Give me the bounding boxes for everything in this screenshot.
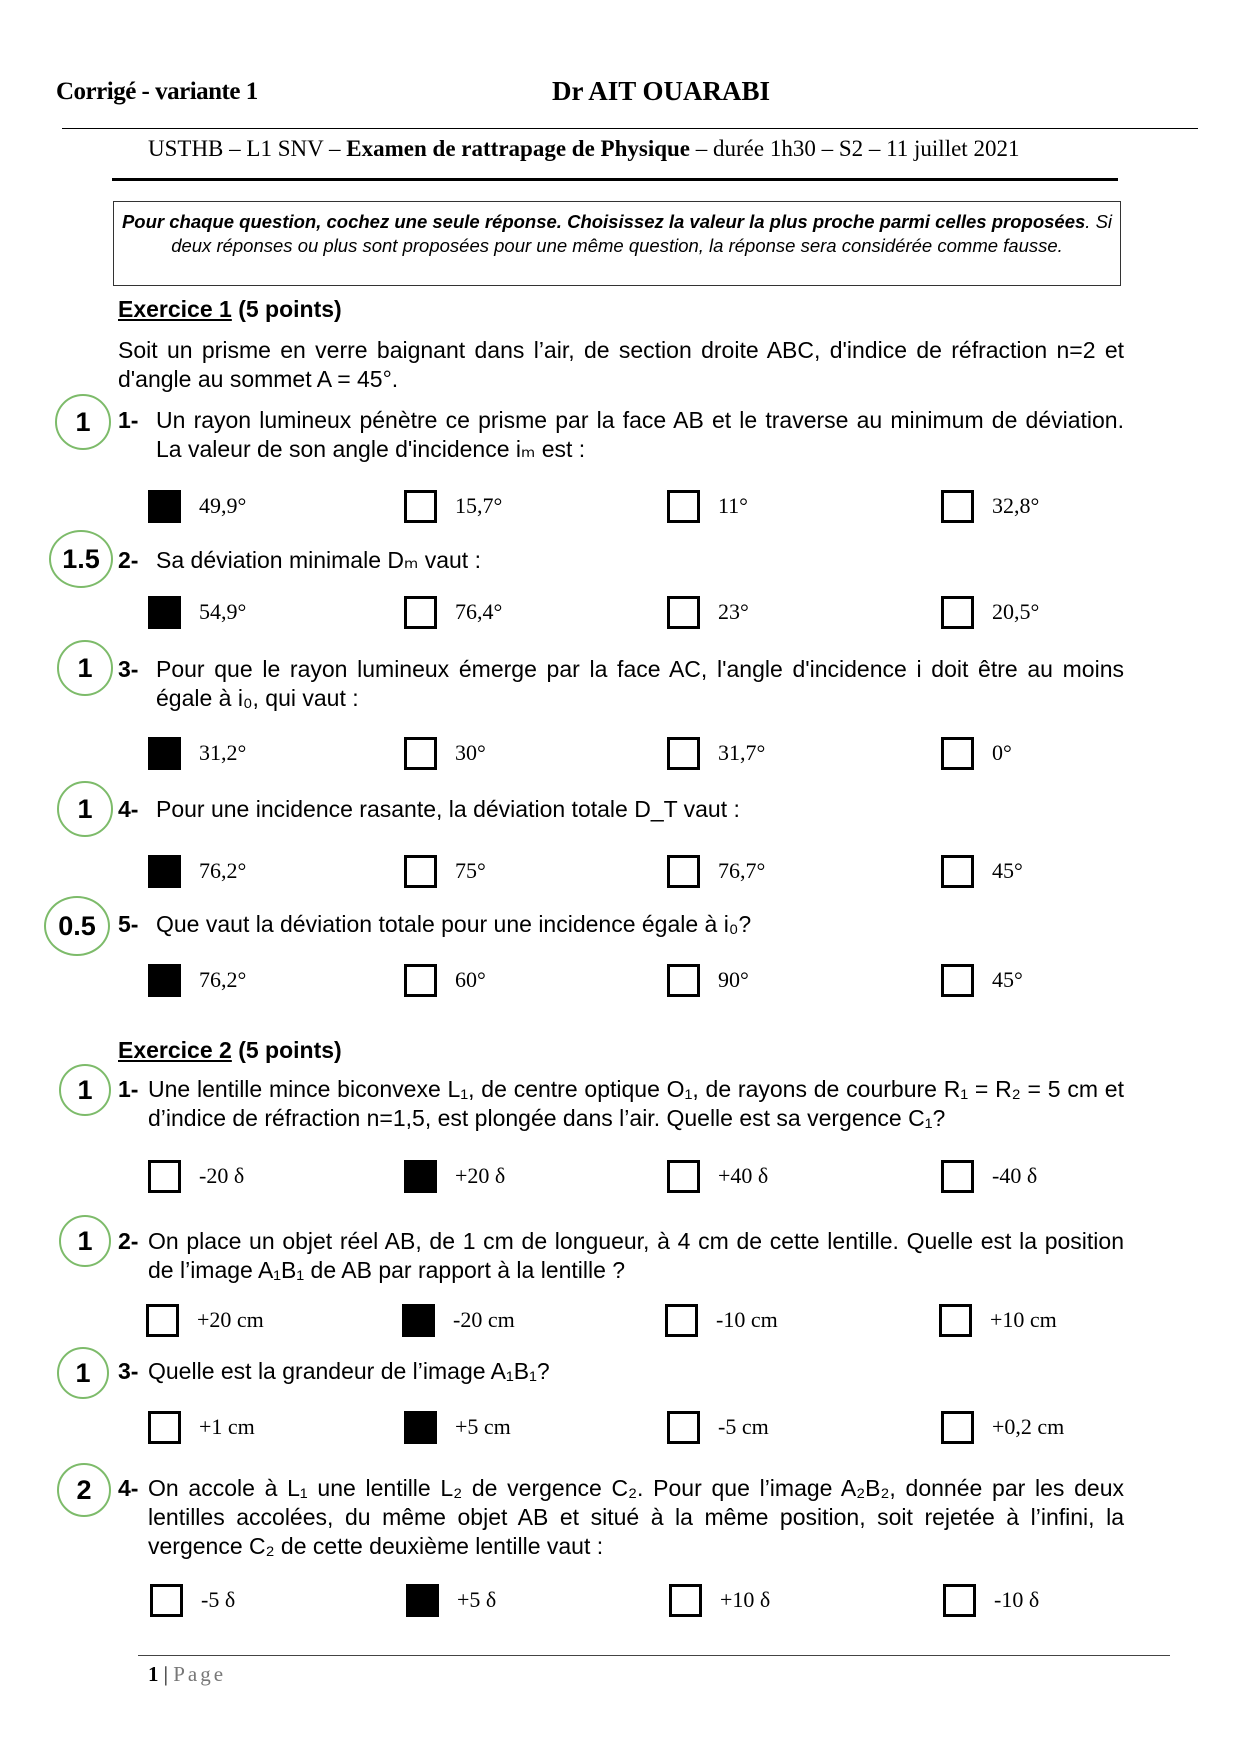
option-ex2-q4-a[interactable] [150, 1582, 235, 1618]
checkbox-checked[interactable] [148, 855, 181, 888]
option-ex1-q2-a[interactable] [148, 594, 246, 630]
option-label: +40 δ [718, 1163, 769, 1188]
exercise-2-points: (5 points) [231, 1037, 342, 1063]
checkbox[interactable] [667, 490, 700, 523]
option-ex2-q3-c[interactable] [667, 1409, 769, 1445]
checkbox-checked[interactable] [148, 964, 181, 997]
checkbox-checked[interactable] [406, 1584, 439, 1617]
checkbox[interactable] [665, 1304, 698, 1337]
exercise-1-intro: Soit un prisme en verre baignant dans l’air, de section droite ABC, d'indice de réfraction n=2 et d'angle au sommet A = 45°. [118, 337, 1124, 392]
instructions-bold: Pour chaque question, cochez une seule réponse. Choisissez la valeur la plus proche parmi celles proposées [121, 211, 1086, 232]
option-label: 76,2° [199, 967, 247, 992]
score-circle: 0.5 [44, 896, 110, 956]
question-number: 5- [118, 911, 139, 937]
checkbox[interactable] [941, 490, 974, 523]
option-label: 15,7° [455, 493, 503, 518]
option-ex2-q2-d[interactable] [939, 1302, 1057, 1338]
checkbox-checked[interactable] [402, 1304, 435, 1337]
option-ex2-q3-d[interactable] [941, 1409, 1064, 1445]
page-separator: | [158, 1662, 174, 1686]
score-circle: 1 [59, 1064, 111, 1116]
checkbox[interactable] [404, 490, 437, 523]
subtitle-bold: Examen de rattrapage de Physique [346, 136, 691, 161]
subtitle-rule [112, 178, 1118, 181]
score-circle: 1 [57, 1347, 109, 1399]
page-footer [148, 1662, 226, 1687]
option-ex2-q1-a[interactable] [148, 1158, 244, 1194]
option-ex2-q2-b[interactable] [402, 1302, 515, 1338]
option-ex1-q1-c[interactable] [667, 488, 748, 524]
question-text: Une lentille mince biconvexe L₁, de centre optique O₁, de rayons de courbure R₁ = R₂ = 5 cm et d’indice de réfraction n=1,5, est plongée dans l’air. Quelle est sa vergence C₁? [148, 1076, 1124, 1131]
option-ex1-q4-a[interactable] [148, 853, 246, 889]
exercise-1-title [118, 296, 342, 323]
option-label: +0,2 cm [992, 1414, 1065, 1439]
question-ex1-q3 [118, 655, 1124, 713]
instructions-box [113, 201, 1121, 286]
option-label: +20 δ [455, 1163, 506, 1188]
option-label: 30° [455, 740, 486, 765]
option-label: +10 δ [720, 1587, 771, 1612]
option-label: 45° [992, 967, 1023, 992]
score-circle: 2 [57, 1463, 111, 1517]
score-circle: 1.5 [49, 530, 113, 588]
option-ex2-q2-c[interactable] [665, 1302, 778, 1338]
option-label: -40 δ [992, 1163, 1038, 1188]
checkbox[interactable] [404, 596, 437, 629]
option-ex2-q4-c[interactable] [669, 1582, 770, 1618]
option-ex2-q1-b[interactable] [404, 1158, 505, 1194]
question-ex1-q1 [118, 406, 1124, 464]
option-ex2-q3-b[interactable] [404, 1409, 511, 1445]
option-label: 20,5° [992, 599, 1040, 624]
option-ex1-q5-b[interactable] [404, 962, 486, 998]
question-text: Un rayon lumineux pénètre ce prisme par la face AB et le traverse au minimum de déviation. La valeur de son angle d'incidence iₘ est : [156, 407, 1124, 462]
subtitle-post: – durée 1h30 – S2 – 11 juillet 2021 [690, 136, 1020, 161]
score-circle: 1 [57, 640, 113, 696]
option-ex1-q5-d[interactable] [941, 962, 1023, 998]
option-label: -20 cm [453, 1307, 515, 1332]
checkbox[interactable] [667, 1411, 700, 1444]
question-number: 3- [118, 656, 139, 682]
checkbox[interactable] [941, 1411, 974, 1444]
exercise-2-title [118, 1037, 342, 1064]
option-ex2-q1-d[interactable] [941, 1158, 1037, 1194]
checkbox[interactable] [941, 737, 974, 770]
option-label: +10 cm [990, 1307, 1057, 1332]
option-ex2-q4-d[interactable] [943, 1582, 1039, 1618]
checkbox[interactable] [148, 1160, 181, 1193]
header-author: Dr AIT OUARABI [552, 76, 771, 106]
checkbox[interactable] [943, 1584, 976, 1617]
checkbox[interactable] [941, 855, 974, 888]
checkbox[interactable] [939, 1304, 972, 1337]
checkbox[interactable] [667, 1160, 700, 1193]
footer-rule [138, 1655, 1170, 1656]
checkbox[interactable] [667, 737, 700, 770]
option-label: 60° [455, 967, 486, 992]
option-label: 31,7° [718, 740, 766, 765]
option-label: 54,9° [199, 599, 247, 624]
checkbox-checked[interactable] [148, 737, 181, 770]
question-text: Pour que le rayon lumineux émerge par la face AC, l'angle d'incidence i doit être au moins égale à i₀, qui vaut : [156, 656, 1124, 711]
option-label: 76,7° [718, 858, 766, 883]
option-label: +5 δ [457, 1587, 497, 1612]
option-ex1-q2-d[interactable] [941, 594, 1039, 630]
page-number: 1 [148, 1662, 159, 1686]
option-label: 76,2° [199, 858, 247, 883]
checkbox[interactable] [941, 596, 974, 629]
subtitle-pre: USTHB – L1 SNV – [148, 136, 347, 161]
question-ex2-q3 [118, 1357, 1124, 1386]
page-label: Page [173, 1662, 227, 1686]
option-ex2-q1-c[interactable] [667, 1158, 768, 1194]
option-ex1-q3-a[interactable] [148, 735, 246, 771]
option-label: +1 cm [199, 1414, 255, 1439]
question-text: Que vaut la déviation totale pour une incidence égale à i₀? [156, 911, 752, 937]
exercise-2-title-underlined: Exercice 2 [118, 1037, 232, 1063]
option-label: 32,8° [992, 493, 1040, 518]
checkbox[interactable] [941, 1160, 974, 1193]
question-ex1-q5 [118, 910, 1124, 939]
question-ex2-q1 [118, 1075, 1124, 1133]
checkbox[interactable] [667, 596, 700, 629]
option-label: 90° [718, 967, 749, 992]
exam-subtitle [148, 136, 1019, 162]
option-ex1-q5-a[interactable] [148, 962, 246, 998]
question-number: 1- [118, 1076, 139, 1102]
score-circle: 1 [55, 394, 111, 450]
option-label: -10 δ [994, 1587, 1040, 1612]
checkbox[interactable] [150, 1584, 183, 1617]
option-label: -5 cm [718, 1414, 769, 1439]
option-label: -20 δ [199, 1163, 245, 1188]
checkbox-checked[interactable] [148, 490, 181, 523]
option-ex1-q3-d[interactable] [941, 735, 1012, 771]
question-number: 4- [118, 1475, 139, 1501]
checkbox[interactable] [941, 964, 974, 997]
question-ex2-q4 [118, 1474, 1124, 1561]
option-label: 76,4° [455, 599, 503, 624]
option-ex1-q2-b[interactable] [404, 594, 502, 630]
score-circle: 1 [57, 781, 113, 837]
option-ex1-q1-d[interactable] [941, 488, 1039, 524]
question-number: 2- [118, 1228, 139, 1254]
option-ex1-q3-b[interactable] [404, 735, 486, 771]
option-ex1-q5-c[interactable] [667, 962, 749, 998]
instructions-rest: . Si deux réponses ou plus sont proposées pour une même question, la réponse sera considérée comme fausse. [171, 211, 1113, 256]
option-ex2-q3-a[interactable] [148, 1409, 255, 1445]
option-ex1-q4-b[interactable] [404, 853, 486, 889]
option-label: 49,9° [199, 493, 247, 518]
header-variant: Corrigé - variante 1 [56, 78, 258, 105]
question-ex1-q2 [118, 546, 1124, 575]
question-ex1-q4 [118, 795, 1124, 824]
option-ex1-q1-b[interactable] [404, 488, 502, 524]
exercise-1-points: (5 points) [231, 296, 342, 322]
exercise-1-title-underlined: Exercice 1 [118, 296, 232, 322]
option-label: 45° [992, 858, 1023, 883]
option-ex2-q2-a[interactable] [146, 1302, 264, 1338]
option-ex1-q2-c[interactable] [667, 594, 749, 630]
option-label: 75° [455, 858, 486, 883]
question-text: On place un objet réel AB, de 1 cm de longueur, à 4 cm de cette lentille. Quelle est la position de l’image A₁B₁ de AB par rapport à la lentille ? [148, 1228, 1124, 1283]
option-label: -10 cm [716, 1307, 778, 1332]
checkbox-checked[interactable] [148, 596, 181, 629]
option-label: 23° [718, 599, 749, 624]
question-number: 1- [118, 407, 139, 433]
checkbox[interactable] [669, 1584, 702, 1617]
question-number: 3- [118, 1358, 139, 1384]
question-text: Sa déviation minimale Dₘ vaut : [156, 547, 481, 573]
option-ex1-q4-d[interactable] [941, 853, 1023, 889]
option-ex1-q4-c[interactable] [667, 853, 765, 889]
question-text: On accole à L₁ une lentille L₂ de vergence C₂. Pour que l’image A₂B₂, donnée par les deux lentilles accolées, du même objet AB et situé à la même position, soit rejetée à l’infini, la vergence C₂ de cette deuxième lentille vaut : [148, 1475, 1124, 1559]
option-label: +20 cm [197, 1307, 264, 1332]
option-label: 11° [718, 493, 748, 518]
checkbox[interactable] [667, 964, 700, 997]
option-label: 0° [992, 740, 1012, 765]
question-text: Pour une incidence rasante, la déviation totale D_T vaut : [156, 796, 740, 822]
question-text: Quelle est la grandeur de l’image A₁B₁? [148, 1358, 550, 1384]
checkbox-checked[interactable] [404, 1160, 437, 1193]
question-ex2-q2 [118, 1227, 1124, 1285]
checkbox[interactable] [404, 737, 437, 770]
option-ex1-q1-a[interactable] [148, 488, 246, 524]
option-label: -5 δ [201, 1587, 236, 1612]
option-ex1-q3-c[interactable] [667, 735, 765, 771]
score-circle: 1 [59, 1215, 111, 1267]
checkbox[interactable] [146, 1304, 179, 1337]
option-label: +5 cm [455, 1414, 511, 1439]
checkbox[interactable] [404, 855, 437, 888]
checkbox-checked[interactable] [404, 1411, 437, 1444]
option-label: 31,2° [199, 740, 247, 765]
header-rule [62, 128, 1198, 129]
option-ex2-q4-b[interactable] [406, 1582, 496, 1618]
question-number: 4- [118, 796, 139, 822]
checkbox[interactable] [667, 855, 700, 888]
checkbox[interactable] [404, 964, 437, 997]
question-number: 2- [118, 547, 139, 573]
checkbox[interactable] [148, 1411, 181, 1444]
